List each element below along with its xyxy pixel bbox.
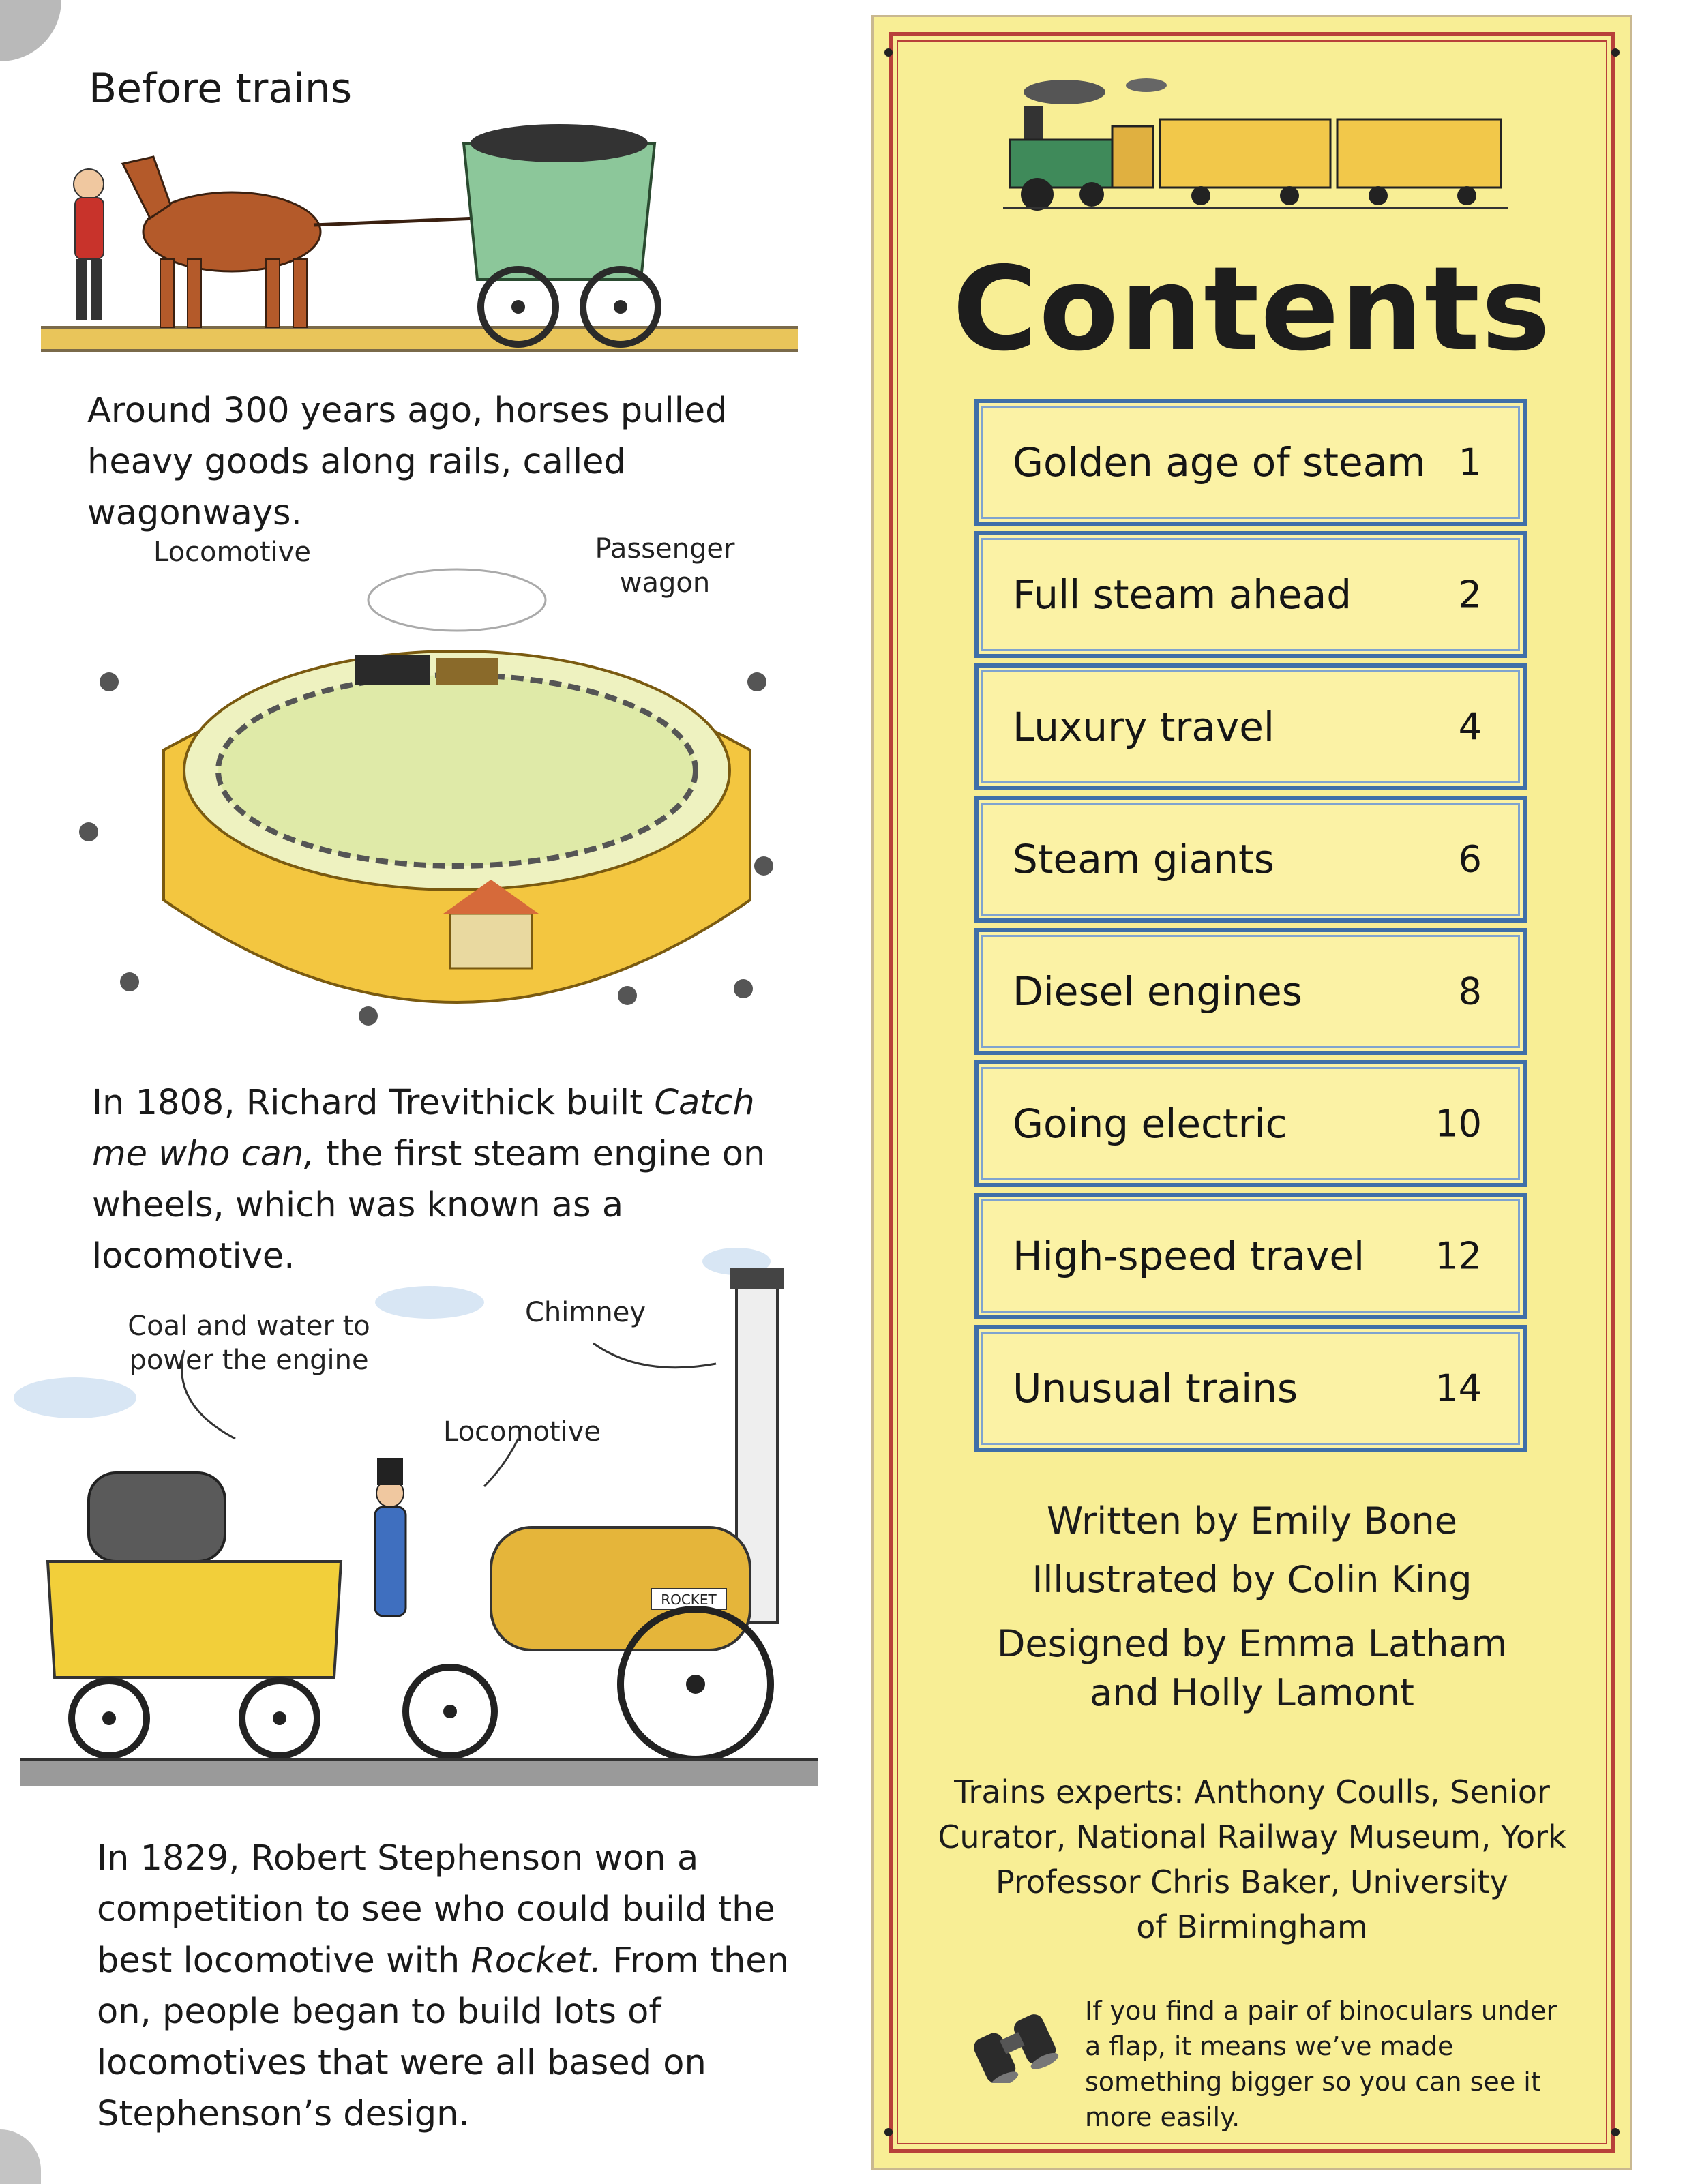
toc-item[interactable] xyxy=(974,663,1527,790)
stephenson-paragraph xyxy=(97,1833,840,2140)
coal-callout-line-1: Coal and water to xyxy=(128,1311,370,1342)
horse-wagon-illustration xyxy=(27,123,811,368)
catch-me-who-can-title: Catch me who can, xyxy=(92,1083,755,1174)
frame-corner-dot xyxy=(884,2128,893,2136)
rocket-illustration xyxy=(14,1241,832,1841)
toc-item-label: Steam giants xyxy=(1013,836,1274,882)
left-column xyxy=(0,0,839,2184)
toc-item[interactable] xyxy=(974,531,1527,658)
table-of-contents xyxy=(974,399,1527,1457)
credits xyxy=(874,1497,1630,1718)
toc-item[interactable] xyxy=(974,1193,1527,1319)
contents-panel xyxy=(871,15,1632,2170)
train-header-illustration xyxy=(1003,65,1508,222)
section-heading: Before trains xyxy=(89,65,353,113)
toc-item-page: 1 xyxy=(1458,440,1482,484)
wagonways-paragraph: Around 300 years ago, horses pulled heavy goods along rails, called wagonways. xyxy=(87,391,728,533)
rocket-nameplate-text: ROCKET xyxy=(661,1591,717,1608)
chimney-callout: Chimney xyxy=(525,1297,646,1328)
toc-item-page: 4 xyxy=(1458,705,1482,749)
designed-by-line-1: Designed by Emma Latham xyxy=(996,1622,1508,1665)
arena-illustration xyxy=(68,545,784,1064)
toc-item-page: 10 xyxy=(1435,1102,1482,1146)
toc-item-page: 2 xyxy=(1458,573,1482,616)
contents-title: Contents xyxy=(952,242,1552,377)
experts-line-1: Trains experts: Anthony Coulls, Senior xyxy=(954,1774,1550,1810)
para3-end: From then on, people began to build lots of locomotives that were all based on Stephenson’s design. xyxy=(97,1941,789,2134)
para3-start: In 1829, Robert Stephenson won a competition to see who could build the best locomotive with xyxy=(97,1838,775,1981)
toc-item-label: Luxury travel xyxy=(1013,704,1274,750)
toc-item[interactable] xyxy=(974,399,1527,526)
toc-item-label: Full steam ahead xyxy=(1013,571,1352,618)
locomotive-callout-2: Locomotive xyxy=(443,1416,601,1448)
toc-item-label: Unusual trains xyxy=(1013,1365,1298,1411)
toc-item-label: Golden age of steam xyxy=(1013,439,1426,485)
rocket-title: Rocket. xyxy=(471,1941,602,1981)
toc-item[interactable] xyxy=(974,1325,1527,1452)
experts-credits xyxy=(874,1769,1630,1949)
binoculars-note: If you find a pair of binoculars under a flap, it means we’ve made something bigger so you can see it more easily. xyxy=(1085,1996,1557,2132)
experts-line-3: Professor Chris Baker, University xyxy=(996,1864,1508,1900)
toc-item-page: 8 xyxy=(1458,970,1482,1013)
experts-line-2: Curator, National Railway Museum, York xyxy=(938,1819,1566,1855)
coal-callout-line-2: power the engine xyxy=(129,1345,369,1376)
para2-end: the first steam engine on wheels, which was known as a locomotive. xyxy=(92,1134,766,1276)
frame-corner-dot xyxy=(1611,2128,1620,2136)
toc-item-label: Diesel engines xyxy=(1013,968,1302,1015)
experts-line-4: of Birmingham xyxy=(1136,1909,1368,1945)
toc-item[interactable] xyxy=(974,928,1527,1055)
toc-item-label: Going electric xyxy=(1013,1101,1287,1147)
toc-item-page: 14 xyxy=(1435,1366,1482,1410)
passenger-callout-line-1: Passenger xyxy=(595,533,735,565)
toc-item[interactable] xyxy=(974,1060,1527,1187)
locomotive-callout-1: Locomotive xyxy=(153,537,312,568)
frame-corner-dot xyxy=(884,48,893,57)
toc-item-label: High-speed travel xyxy=(1013,1233,1365,1279)
toc-item[interactable] xyxy=(974,796,1527,923)
binoculars-icon xyxy=(962,2008,1064,2083)
illustrated-by: Illustrated by Colin King xyxy=(1032,1558,1472,1601)
passenger-callout-line-2: wagon xyxy=(619,567,711,599)
toc-item-page: 12 xyxy=(1435,1234,1482,1278)
toc-item-page: 6 xyxy=(1458,837,1482,881)
frame-corner-dot xyxy=(1611,48,1620,57)
para2-start: In 1808, Richard Trevithick built xyxy=(92,1083,655,1123)
written-by: Written by Emily Bone xyxy=(1047,1499,1457,1542)
designed-by-line-2: and Holly Lamont xyxy=(1090,1671,1414,1714)
